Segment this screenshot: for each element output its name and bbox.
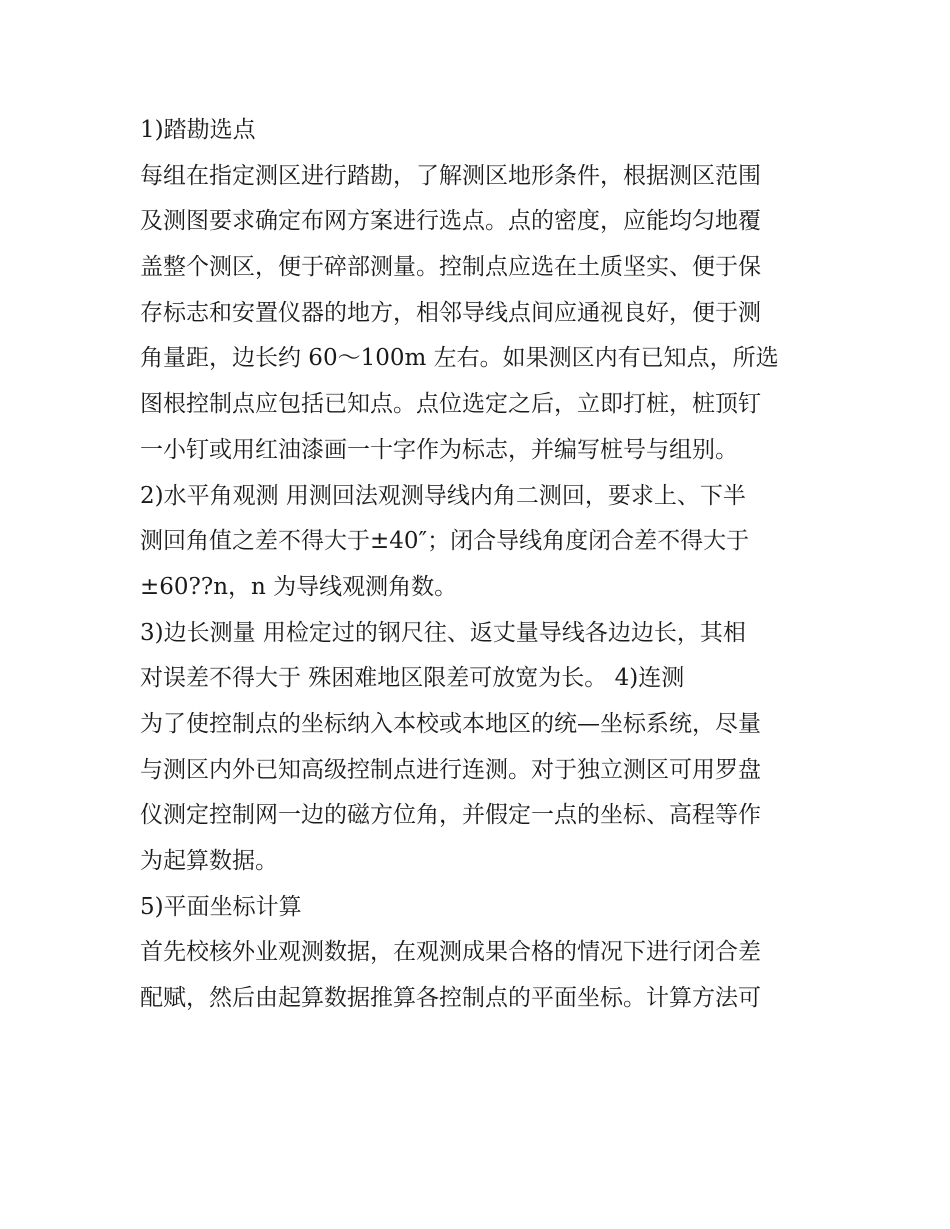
paragraph-line: 对误差不得大于 殊困难地区限差可放宽为长。 4)连测 [140,665,685,692]
paragraph-line: 一小钉或用红油漆画一十字作为标志，并编写桩号与组别。 [140,436,738,463]
heading-site-selection: 1)踏勘选点 [140,117,256,143]
heading-coordinate-calc: 5)平面坐标计算 [140,893,302,920]
paragraph-line: 存标志和安置仪器的地方，相邻导线点间应通视良好，便于测 [140,299,761,326]
paragraph-line: 为了使控制点的坐标纳入本校或本地区的统—坐标系统，尽量 [140,710,761,737]
heading-horizontal-angle: 2)水平角观测 用测回法观测导线内角二测回，要求上、下半 [140,482,746,509]
paragraph-line: 仪测定控制网一边的磁方位角，并假定一点的坐标、高程等作 [140,802,761,829]
paragraph-line: 盖整个测区，便于碎部测量。控制点应选在土质坚实、便于保 [140,254,761,281]
paragraph-line: 为起算数据。 [140,848,278,874]
paragraph-line: 配赋，然后由起算数据推算各控制点的平面坐标。计算方法可 [140,985,761,1012]
paragraph-line: 与测区内外已知高级控制点进行连测。对于独立测区可用罗盘 [140,756,761,783]
heading-side-length: 3)边长测量 用检定过的钢尺往、返丈量导线各边边长，其相 [140,619,746,646]
paragraph-line: 角量距，边长约 60～100m 左右。如果测区内有已知点，所选 [140,345,779,372]
paragraph-line: ±60??n，n 为导线观测角数。 [140,573,458,600]
paragraph-line: 及测图要求确定布网方案进行选点。点的密度，应能均匀地覆 [140,208,761,235]
paragraph-line: 首先校核外业观测数据，在观测成果合格的情况下进行闭合差 [140,939,761,966]
paragraph-line: 图根控制点应包括已知点。点位选定之后，立即打桩，桩顶钉 [140,391,761,418]
paragraph-line: 测回角值之差不得大于±40″；闭合导线角度闭合差不得大于 [140,528,750,555]
document-body [140,108,830,1022]
paragraph-line: 每组在指定测区进行踏勘，了解测区地形条件，根据测区范围 [140,162,761,189]
